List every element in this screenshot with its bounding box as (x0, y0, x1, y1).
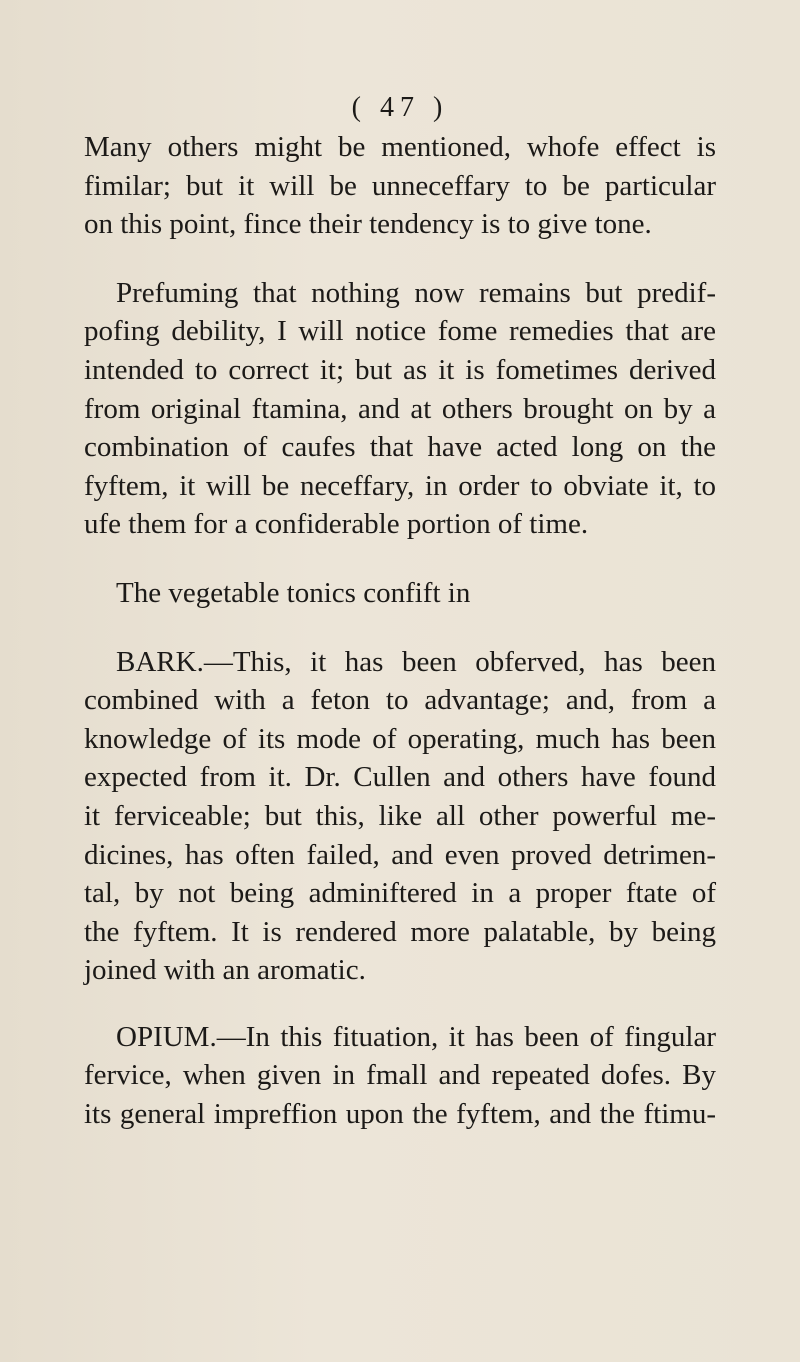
text-line: the fyftem. It is rendered more palatable, by being (84, 915, 716, 948)
text-line: knowledge of its mode of operating, much has been (84, 722, 716, 755)
page-number: ( 47 ) (351, 92, 449, 123)
text-line: fyftem, it will be neceffary, in order to obviate it, to (84, 469, 716, 502)
text-line: combination of caufes that have acted long on the (84, 431, 716, 464)
paragraph (84, 274, 716, 544)
text-line: expected from it. Dr. Cullen and others have found (84, 761, 716, 794)
text-line: ufe them for a confiderable portion of time. (84, 508, 589, 541)
text-line: BARK.—This, it has been obferved, has been (116, 645, 716, 678)
text-line: Prefuming that nothing now remains but predif- (116, 276, 716, 309)
paragraph-spacer (84, 990, 716, 1018)
text-line: joined with an aromatic. (84, 954, 366, 987)
paragraph (84, 574, 716, 613)
text-line: fervice, when given in fmall and repeated dofes. By (84, 1059, 716, 1092)
body-text (84, 128, 716, 1134)
paragraph (84, 643, 716, 990)
paragraph (84, 1018, 716, 1134)
paragraph-spacer (84, 544, 716, 574)
text-line: OPIUM.—In this fituation, it has been of fingular (116, 1020, 716, 1053)
text-line: intended to correct it; but as it is fometimes derived (84, 353, 716, 386)
paragraph (84, 128, 716, 244)
text-line: dicines, has often failed, and even proved detrimen- (84, 838, 716, 871)
text-line: combined with a feton to advantage; and, from a (84, 684, 716, 717)
text-line: fimilar; but it will be unneceffary to be particular (84, 169, 716, 202)
text-line: The vegetable tonics confift in (116, 576, 471, 609)
text-line: on this point, fince their tendency is to give tone. (84, 208, 652, 241)
text-line: from original ftamina, and at others brought on by a (84, 392, 716, 425)
text-line: Many others might be mentioned, whofe effect is (84, 131, 716, 163)
text-line: it ferviceable; but this, like all other powerful me- (84, 799, 716, 832)
paragraph-spacer (84, 613, 716, 643)
text-line: pofing debility, I will notice fome remedies that are (84, 315, 716, 348)
paragraph-spacer (84, 244, 716, 274)
text-line: tal, by not being adminiftered in a proper ftate of (84, 877, 716, 910)
text-line: its general impreffion upon the fyftem, and the ftimu- (84, 1098, 716, 1131)
